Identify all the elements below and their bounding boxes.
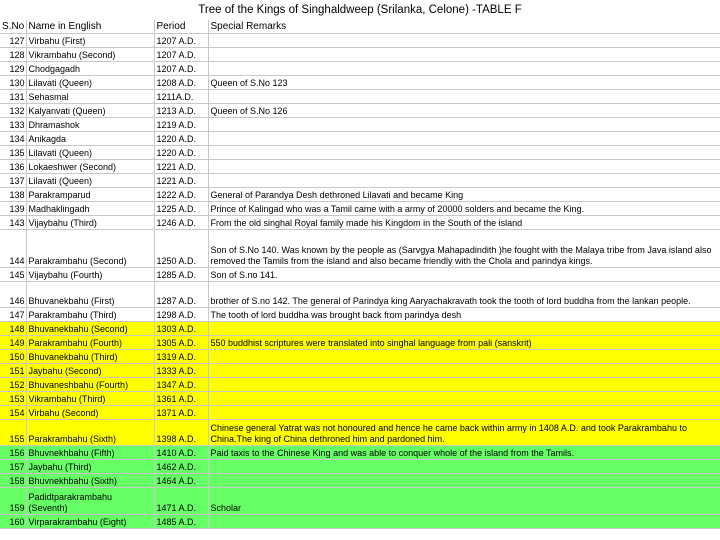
table-row bbox=[0, 132, 720, 146]
header-sno: S.No bbox=[2, 21, 25, 32]
table-row bbox=[0, 515, 720, 529]
cell-remarks bbox=[208, 460, 720, 474]
table-row bbox=[0, 216, 720, 230]
cell-sno: 158 bbox=[0, 474, 26, 488]
cell-period: 1220 A.D. bbox=[154, 132, 208, 146]
table-row bbox=[0, 34, 720, 48]
cell-remarks bbox=[208, 322, 720, 336]
cell-period: 1305 A.D. bbox=[154, 336, 208, 350]
table-body bbox=[0, 34, 720, 529]
kings-table bbox=[0, 20, 720, 529]
cell-name: Madhaklingadh bbox=[26, 202, 154, 216]
cell-name: Parakrambahu (Third) bbox=[26, 308, 154, 322]
cell-period: 1246 A.D. bbox=[154, 216, 208, 230]
cell-name: Bhuvanekbahu (First) bbox=[26, 282, 154, 308]
cell-remarks: From the old singhal Royal family made his Kingdom in the South of the island bbox=[208, 216, 720, 230]
cell-sno: 129 bbox=[0, 62, 26, 76]
cell-period: 1285 A.D. bbox=[154, 268, 208, 282]
table-row bbox=[0, 460, 720, 474]
cell-sno: 139 bbox=[0, 202, 26, 216]
table-row bbox=[0, 268, 720, 282]
table-row bbox=[0, 174, 720, 188]
cell-sno: 137 bbox=[0, 174, 26, 188]
cell-remarks bbox=[208, 62, 720, 76]
cell-remarks bbox=[208, 406, 720, 420]
cell-period: 1371 A.D. bbox=[154, 406, 208, 420]
cell-name: Kalyanvati (Queen) bbox=[26, 104, 154, 118]
cell-period: 1287 A.D. bbox=[154, 282, 208, 308]
cell-sno: 143 bbox=[0, 216, 26, 230]
cell-sno: 150 bbox=[0, 350, 26, 364]
cell-name: Jaybahu (Second) bbox=[26, 364, 154, 378]
cell-period: 1207 A.D. bbox=[154, 62, 208, 76]
cell-name: Vijaybahu (Fourth) bbox=[26, 268, 154, 282]
cell-sno: 156 bbox=[0, 446, 26, 460]
cell-name: Jaybahu (Third) bbox=[26, 460, 154, 474]
cell-remarks bbox=[208, 474, 720, 488]
cell-period: 1225 A.D. bbox=[154, 202, 208, 216]
cell-name: Padidtparakrambahu (Seventh) bbox=[26, 488, 154, 515]
cell-name: Sehasmal bbox=[26, 90, 154, 104]
cell-sno: 132 bbox=[0, 104, 26, 118]
table-row bbox=[0, 146, 720, 160]
cell-name: Bhuvnekhbahu (Fifth) bbox=[26, 446, 154, 460]
cell-sno: 147 bbox=[0, 308, 26, 322]
table-row bbox=[0, 76, 720, 90]
cell-remarks: brother of S.no 142. The general of Parindya king Aaryachakravath took the tooth of lord buddha from the lankan people. bbox=[208, 282, 720, 308]
cell-name: Parakrambahu (Sixth) bbox=[26, 420, 154, 446]
cell-name: Anikagda bbox=[26, 132, 154, 146]
cell-sno: 145 bbox=[0, 268, 26, 282]
cell-period: 1471 A.D. bbox=[154, 488, 208, 515]
table-row bbox=[0, 420, 720, 446]
page-title: Tree of the Kings of Singhaldweep (Srilanka, Celone) -TABLE F bbox=[198, 4, 522, 16]
cell-name: Vijaybahu (Third) bbox=[26, 216, 154, 230]
cell-period: 1207 A.D. bbox=[154, 48, 208, 62]
table-row bbox=[0, 364, 720, 378]
table-row bbox=[0, 230, 720, 268]
table-row bbox=[0, 202, 720, 216]
cell-period: 1319 A.D. bbox=[154, 350, 208, 364]
table-row bbox=[0, 350, 720, 364]
cell-name: Virbahu (First) bbox=[26, 34, 154, 48]
cell-remarks bbox=[208, 364, 720, 378]
cell-period: 1361 A.D. bbox=[154, 392, 208, 406]
table-row bbox=[0, 90, 720, 104]
table-row bbox=[0, 406, 720, 420]
cell-sno: 128 bbox=[0, 48, 26, 62]
cell-period: 1485 A.D. bbox=[154, 515, 208, 529]
table-row bbox=[0, 188, 720, 202]
cell-remarks bbox=[208, 146, 720, 160]
cell-period: 1398 A.D. bbox=[154, 420, 208, 446]
table-row bbox=[0, 322, 720, 336]
cell-sno: 135 bbox=[0, 146, 26, 160]
cell-name: Bhuvanekbahu (Second) bbox=[26, 322, 154, 336]
cell-sno: 138 bbox=[0, 188, 26, 202]
cell-remarks bbox=[208, 392, 720, 406]
cell-name: Bhuvaneshbahu (Fourth) bbox=[26, 378, 154, 392]
cell-period: 1410 A.D. bbox=[154, 446, 208, 460]
cell-period: 1303 A.D. bbox=[154, 322, 208, 336]
cell-sno: 153 bbox=[0, 392, 26, 406]
cell-sno: 144 bbox=[0, 230, 26, 268]
cell-name: Vikrambahu (Third) bbox=[26, 392, 154, 406]
cell-name: Parakrambahu (Second) bbox=[26, 230, 154, 268]
cell-name: Dhramashok bbox=[26, 118, 154, 132]
cell-period: 1207 A.D. bbox=[154, 34, 208, 48]
cell-period: 1464 A.D. bbox=[154, 474, 208, 488]
cell-period: 1333 A.D. bbox=[154, 364, 208, 378]
cell-remarks: General of Parandya Desh dethroned Lilavati and became King bbox=[208, 188, 720, 202]
cell-remarks: 550 buddhist scriptures were translated into singhal language from pali (sanskrit) bbox=[208, 336, 720, 350]
table-row bbox=[0, 308, 720, 322]
cell-period: 1250 A.D. bbox=[154, 230, 208, 268]
cell-sno: 146 bbox=[0, 282, 26, 308]
cell-sno: 134 bbox=[0, 132, 26, 146]
table-row bbox=[0, 392, 720, 406]
cell-period: 1298 A.D. bbox=[154, 308, 208, 322]
header-remarks: Special Remarks bbox=[208, 20, 720, 34]
cell-period: 1221 A.D. bbox=[154, 174, 208, 188]
cell-remarks bbox=[208, 160, 720, 174]
table-row bbox=[0, 378, 720, 392]
table-row bbox=[0, 160, 720, 174]
cell-remarks: Scholar bbox=[208, 488, 720, 515]
cell-name: Lilavati (Queen) bbox=[26, 76, 154, 90]
table-row bbox=[0, 474, 720, 488]
cell-sno: 148 bbox=[0, 322, 26, 336]
cell-period: 1211A.D. bbox=[154, 90, 208, 104]
cell-period: 1213 A.D. bbox=[154, 104, 208, 118]
table-row bbox=[0, 118, 720, 132]
table-row bbox=[0, 446, 720, 460]
cell-name: Virparakrambahu (Eight) bbox=[26, 515, 154, 529]
cell-name: Lokaeshwer (Second) bbox=[26, 160, 154, 174]
cell-sno: 155 bbox=[0, 420, 26, 446]
cell-name: Virbahu (Second) bbox=[26, 406, 154, 420]
cell-sno: 159 bbox=[0, 488, 26, 515]
table-row bbox=[0, 488, 720, 515]
cell-remarks bbox=[208, 48, 720, 62]
cell-sno: 157 bbox=[0, 460, 26, 474]
table-header-row bbox=[0, 20, 720, 34]
cell-name: Lilavati (Queen) bbox=[26, 174, 154, 188]
cell-remarks: The tooth of lord buddha was brought back from parindya desh bbox=[208, 308, 720, 322]
cell-period: 1219 A.D. bbox=[154, 118, 208, 132]
cell-sno: 130 bbox=[0, 76, 26, 90]
cell-remarks bbox=[208, 378, 720, 392]
cell-name: Parakramparud bbox=[26, 188, 154, 202]
cell-name: Bhuvanekbahu (Third) bbox=[26, 350, 154, 364]
header-period: Period bbox=[154, 20, 208, 34]
cell-remarks: Son of S.No 140. Was known by the people as (Sarvgya Mahapadindith )he fought with the Malaya tribe from Java island also removed the Tamils from the island and also became friendly with the Chola and parindya kings. bbox=[208, 230, 720, 268]
cell-sno: 131 bbox=[0, 90, 26, 104]
table-row bbox=[0, 48, 720, 62]
cell-remarks bbox=[208, 515, 720, 529]
cell-name: Lilavati (Queen) bbox=[26, 146, 154, 160]
table-row bbox=[0, 104, 720, 118]
cell-name: Vikrambahu (Second) bbox=[26, 48, 154, 62]
cell-remarks: Son of S.no 141. bbox=[208, 268, 720, 282]
cell-remarks: Queen of S.No 126 bbox=[208, 104, 720, 118]
cell-sno: 154 bbox=[0, 406, 26, 420]
cell-remarks bbox=[208, 132, 720, 146]
cell-sno: 152 bbox=[0, 378, 26, 392]
cell-sno: 149 bbox=[0, 336, 26, 350]
cell-sno: 133 bbox=[0, 118, 26, 132]
cell-sno: 160 bbox=[0, 515, 26, 529]
cell-remarks bbox=[208, 118, 720, 132]
cell-period: 1222 A.D. bbox=[154, 188, 208, 202]
cell-period: 1220 A.D. bbox=[154, 146, 208, 160]
cell-remarks: Prince of Kalingad who was a Tamil came with a army of 20000 solders and became the King. bbox=[208, 202, 720, 216]
cell-remarks: Chinese general Yatrat was not honoured and hence he came back within army in 1408 A.D. and took Parakrambahu to China.The king of China dethroned him and pardoned him. bbox=[208, 420, 720, 446]
cell-remarks: Queen of S.No 123 bbox=[208, 76, 720, 90]
cell-sno: 127 bbox=[0, 34, 26, 48]
cell-remarks bbox=[208, 174, 720, 188]
cell-sno: 136 bbox=[0, 160, 26, 174]
cell-name: Bhuvnekhbahu (Sixth) bbox=[26, 474, 154, 488]
table-row bbox=[0, 62, 720, 76]
cell-name: Chodgagadh bbox=[26, 62, 154, 76]
cell-period: 1221 A.D. bbox=[154, 160, 208, 174]
cell-remarks bbox=[208, 90, 720, 104]
cell-period: 1208 A.D. bbox=[154, 76, 208, 90]
cell-remarks: Paid taxis to the Chinese King and was able to conquer whole of the island from the Tamils. bbox=[208, 446, 720, 460]
table-row bbox=[0, 282, 720, 308]
cell-period: 1462 A.D. bbox=[154, 460, 208, 474]
cell-name: Parakrambahu (Fourth) bbox=[26, 336, 154, 350]
table-row bbox=[0, 336, 720, 350]
cell-sno: 151 bbox=[0, 364, 26, 378]
header-name: Name in English bbox=[26, 20, 154, 34]
cell-period: 1347 A.D. bbox=[154, 378, 208, 392]
cell-remarks bbox=[208, 34, 720, 48]
cell-remarks bbox=[208, 350, 720, 364]
